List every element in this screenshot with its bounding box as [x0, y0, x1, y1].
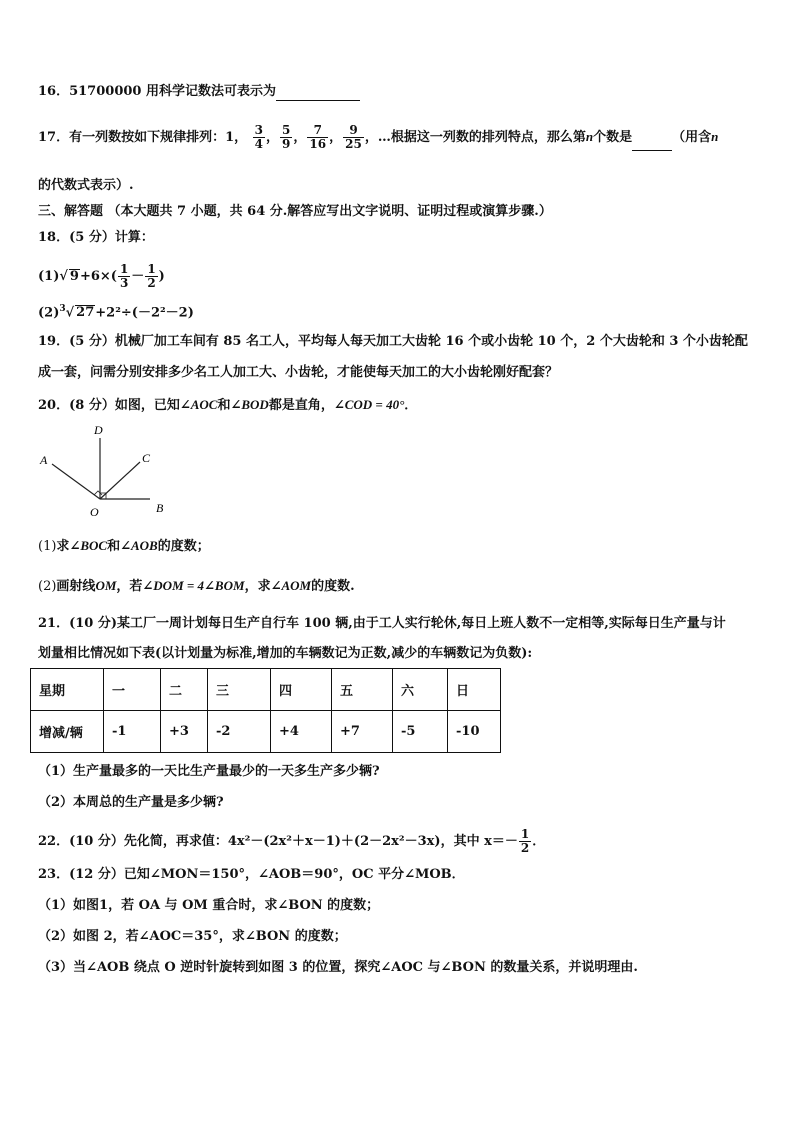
- table-row: 星期 一 二 三 四 五 六 日: [31, 669, 501, 711]
- question-17: 17．有一列数按如下规律排列：1， $\frac{3}{4}$ ， $\frac{5}{9}$ ， $\frac{7}{16}$ ， $\frac{9}{25}$ ，…根据这一列数的排列特点，那么第n个数是 （用含n: [38, 123, 719, 151]
- label-d: D: [94, 423, 103, 437]
- question-17-line2: 的代数式表示）.: [38, 178, 134, 193]
- ray-oa: [52, 464, 100, 499]
- question-20-part1: (1)求∠BOC和∠AOB的度数；: [38, 538, 210, 554]
- question-21-line2: 划量相比情况如下表(以计划量为标准,增加的车辆数记为正数,减少的车辆数记为负数):: [38, 646, 533, 661]
- answer-blank-16[interactable]: [276, 86, 360, 101]
- question-21-part2: （2）本周总的生产量是多少辆?: [38, 795, 224, 810]
- question-19-line2: 成一套，问需分别安排多少名工人加工大、小齿轮，才能使每天加工的大小齿轮刚好配套？: [38, 365, 559, 380]
- question-23: 23．(12 分）已知∠MON＝150°，∠AOB＝90°，OC 平分∠MOB．: [38, 867, 465, 882]
- question-20: 20．(8 分）如图，已知∠AOC和∠BOD都是直角，∠COD = 40°．: [38, 397, 418, 413]
- label-b: B: [156, 501, 164, 515]
- question-23-part2: （2）如图 2，若∠AOC＝35°，求∠BON 的度数；: [38, 929, 347, 944]
- question-18-part1: (1)√ 9+6×( $\frac{1}{3}$ － $\frac{1}{2}$ ): [38, 262, 165, 290]
- question-23-part3: （3）当∠AOB 绕点 O 逆时针旋转到如图 3 的位置，探究∠AOC 与∠BON 的数量关系，并说明理由.: [38, 960, 638, 975]
- production-table: [30, 668, 501, 753]
- fraction-4: $\frac{9}{25}$: [345, 123, 362, 151]
- question-23-part1: （1）如图1，若 OA 与 OM 重合时，求∠BON 的度数；: [38, 898, 380, 913]
- question-21-part1: （1）生产量最多的一天比生产量最少的一天多生产多少辆?: [38, 764, 380, 779]
- fraction-2: $\frac{5}{9}$: [282, 123, 291, 151]
- answer-blank-17[interactable]: [632, 136, 672, 151]
- section-heading: 三、解答题 （本大题共 7 小题，共 64 分.解答应写出文字说明、证明过程或演算步骤.）: [38, 204, 552, 219]
- label-c: C: [142, 451, 151, 465]
- question-16: 16．51700000 用科学记数法可表示为: [38, 83, 360, 101]
- question-19: 19．(5 分）机械厂加工车间有 85 名工人，平均每人每天加工大齿轮 16 个或小齿轮 10 个，2 个大齿轮和 3 个小齿轮配: [38, 334, 748, 349]
- question-18: 18．(5 分）计算：: [38, 230, 154, 245]
- label-o: O: [90, 505, 99, 519]
- question-22: 22．(10 分）先化简，再求值：4x²－(2x²＋x－1)＋(2－2x²－3x)，其中 x＝－ $\frac{1}{2}$ ．: [38, 827, 546, 855]
- question-20-part2: (2)画射线OM，若∠DOM = 4∠BOM，求∠AOM的度数.: [38, 578, 355, 594]
- label-a: A: [40, 453, 48, 467]
- angle-figure: [38, 420, 178, 520]
- fraction-1: $\frac{3}{4}$: [254, 123, 264, 151]
- question-18-part2: $(2)^3√$ 27+2²÷(－2²－2): [38, 304, 194, 321]
- fraction-3: $\frac{7}{16}$: [309, 123, 327, 151]
- table-row: 增减/辆 -1 +3 -2 +4 +7 -5 -10: [31, 711, 501, 753]
- question-21: 21．(10 分)某工厂一周计划每日生产自行车 100 辆,由于工人实行轮休,每日上班人数不一定相等,实际每日生产量与计: [38, 616, 726, 631]
